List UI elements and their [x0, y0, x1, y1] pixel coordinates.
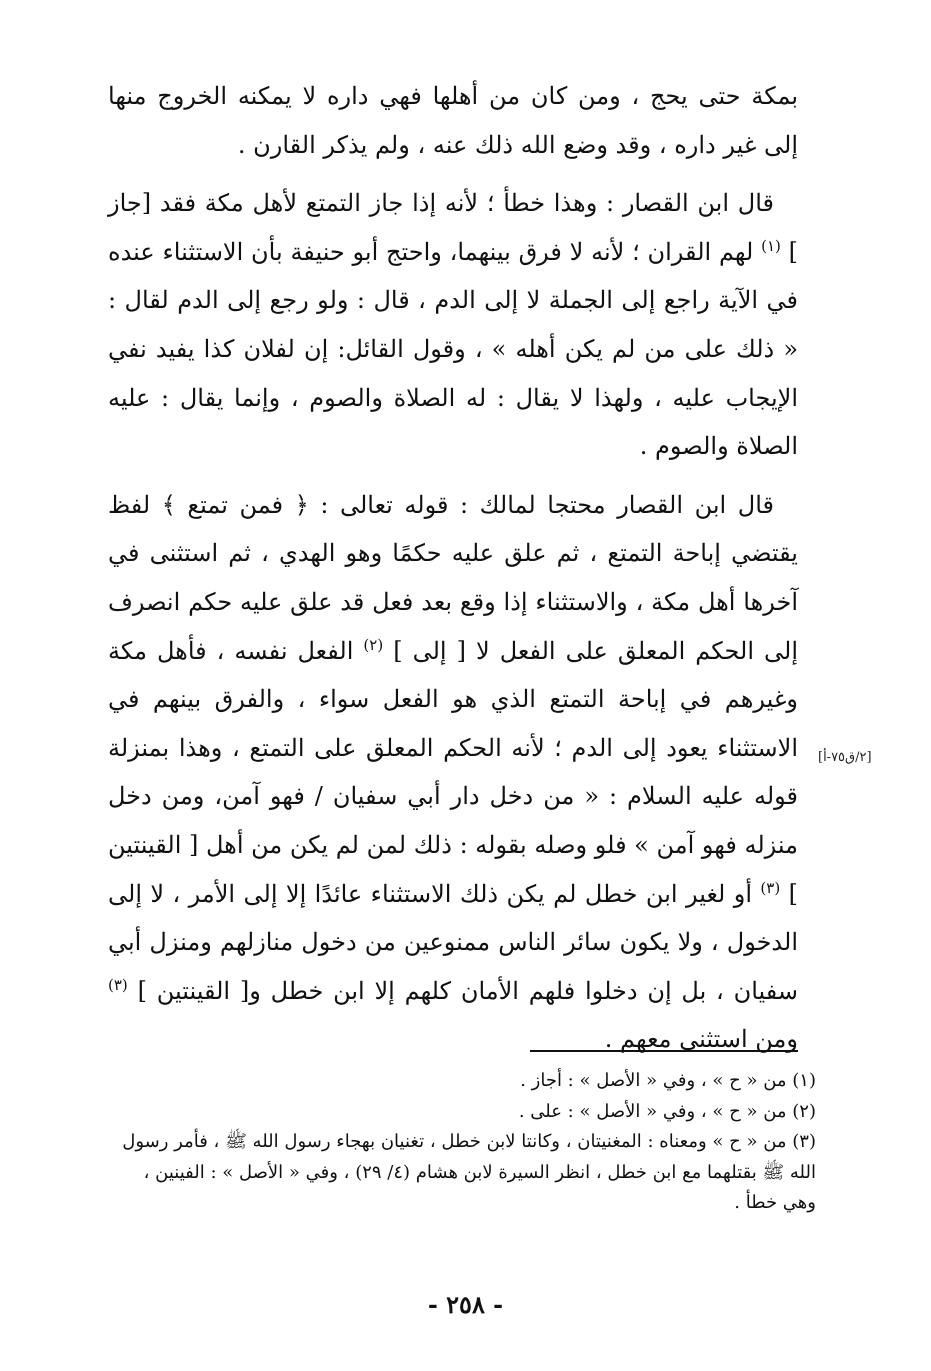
manuscript-folio-marker: [٢/ق٧٥-أ] [818, 750, 872, 765]
paragraph-3-before: قال ابن القصار محتجا لمالك : قوله تعالى : ﴿ فمن تمتع ﴾ لفظ يقتضي إباحة التمتع ، ثم علق عليه حكمًا وهو الهدي ، ثم استثنى في آخرها أهل مكة ، والاستثناء إذا وقع بعد فعل قد علق عليه حكم انصرف إلى الحكم المعلق على الفعل لا [ إلى ] [108, 490, 799, 665]
main-text [108, 72, 798, 1074]
paragraph-3-after: الفعل نفسه ، فأهل مكة وغيرهم في إباحة التمتع الذي هو الفعل سواء ، والفرق بينهم في الاستثناء يعود إلى الدم ؛ لأنه الحكم المعلق على التمتع ، وهذا بمنزلة قوله عليه السلام : « من دخل دار أبي سفيان / فهو آمن، ومن دخل منزله فهو آمن » فلو وصله بقوله : ذلك لمن لم يكن من أهل [ القينتين ] [108, 636, 798, 908]
page-number: - ٢٥٨ - [427, 1290, 504, 1319]
paragraph-2 [108, 179, 798, 471]
paragraph-3 [108, 481, 798, 1064]
paragraph-1 [108, 72, 798, 169]
footnote-1: (١) من « ح » ، وفي « الأصل » : أجاز . [520, 1070, 816, 1091]
footnote-divider [530, 1050, 798, 1052]
footnote-ref-1: (١) [761, 236, 781, 255]
footnote-ref-2: (٢) [363, 635, 384, 654]
paragraph-3-after3: ومن استثنى معهم . [604, 1025, 798, 1054]
footnote-ref-3: (٣) [760, 878, 781, 897]
footnote-ref-3b: (٣) [108, 975, 128, 994]
footnotes [108, 1066, 816, 1219]
footnote-2: (٢) من « ح » ، وفي « الأصل » : على . [518, 1100, 816, 1122]
paragraph-3-after2: أو لغير ابن خطل لم يكن ذلك الاستثناء عائدًا إلا إلى الأمر ، لا إلى الدخول ، ولا يكون سائر الناس ممنوعين من دخول منازلهم ومنزل أبي سفيان ، بل إن دخلوا فلهم الأمان كلهم إلا ابن خطل و[ القينتين ] [108, 879, 799, 1005]
paragraph-2-after: لهم القران ؛ لأنه لا فرق بينهما، واحتج أبو حنيفة بأن الاستثناء عنده في الآية راجع إلى الجملة لا إلى الدم ، قال : ولو رجع إلى الدم لقال : « ذلك على من لم يكن أهله » ، وقول القائل: إن لفلان كذا يفيد نفي الإيجاب عليه ، ولهذا لا يقال : له الصلاة والصوم ، وإنما يقال : عليه الصلاة والصوم . [108, 237, 798, 461]
footnote-3: (٣) من « ح » ومعناه : المغنيتان ، وكانتا لابن خطل ، تغنيان بهجاء رسول الله ﷺ ، فأمر رسول الله ﷺ بقتلهما مع ابن خطل ، انظر السيرة لابن هشام (٤/ ٢٩) ، وفي « الأصل » : الفينين ، وهي خطأ . [122, 1131, 816, 1213]
paragraph-2-before: قال ابن القصار : وهذا خطأ ؛ لأنه إذا جاز التمتع لأهل مكة فقد [جاز ] [108, 189, 799, 266]
paragraph-1-text: بمكة حتى يحج ، ومن كان من أهلها فهي داره لا يمكنه الخروج منها إلى غير داره ، وقد وضع الله ذلك عنه ، ولم يذكر القارن . [108, 82, 798, 159]
